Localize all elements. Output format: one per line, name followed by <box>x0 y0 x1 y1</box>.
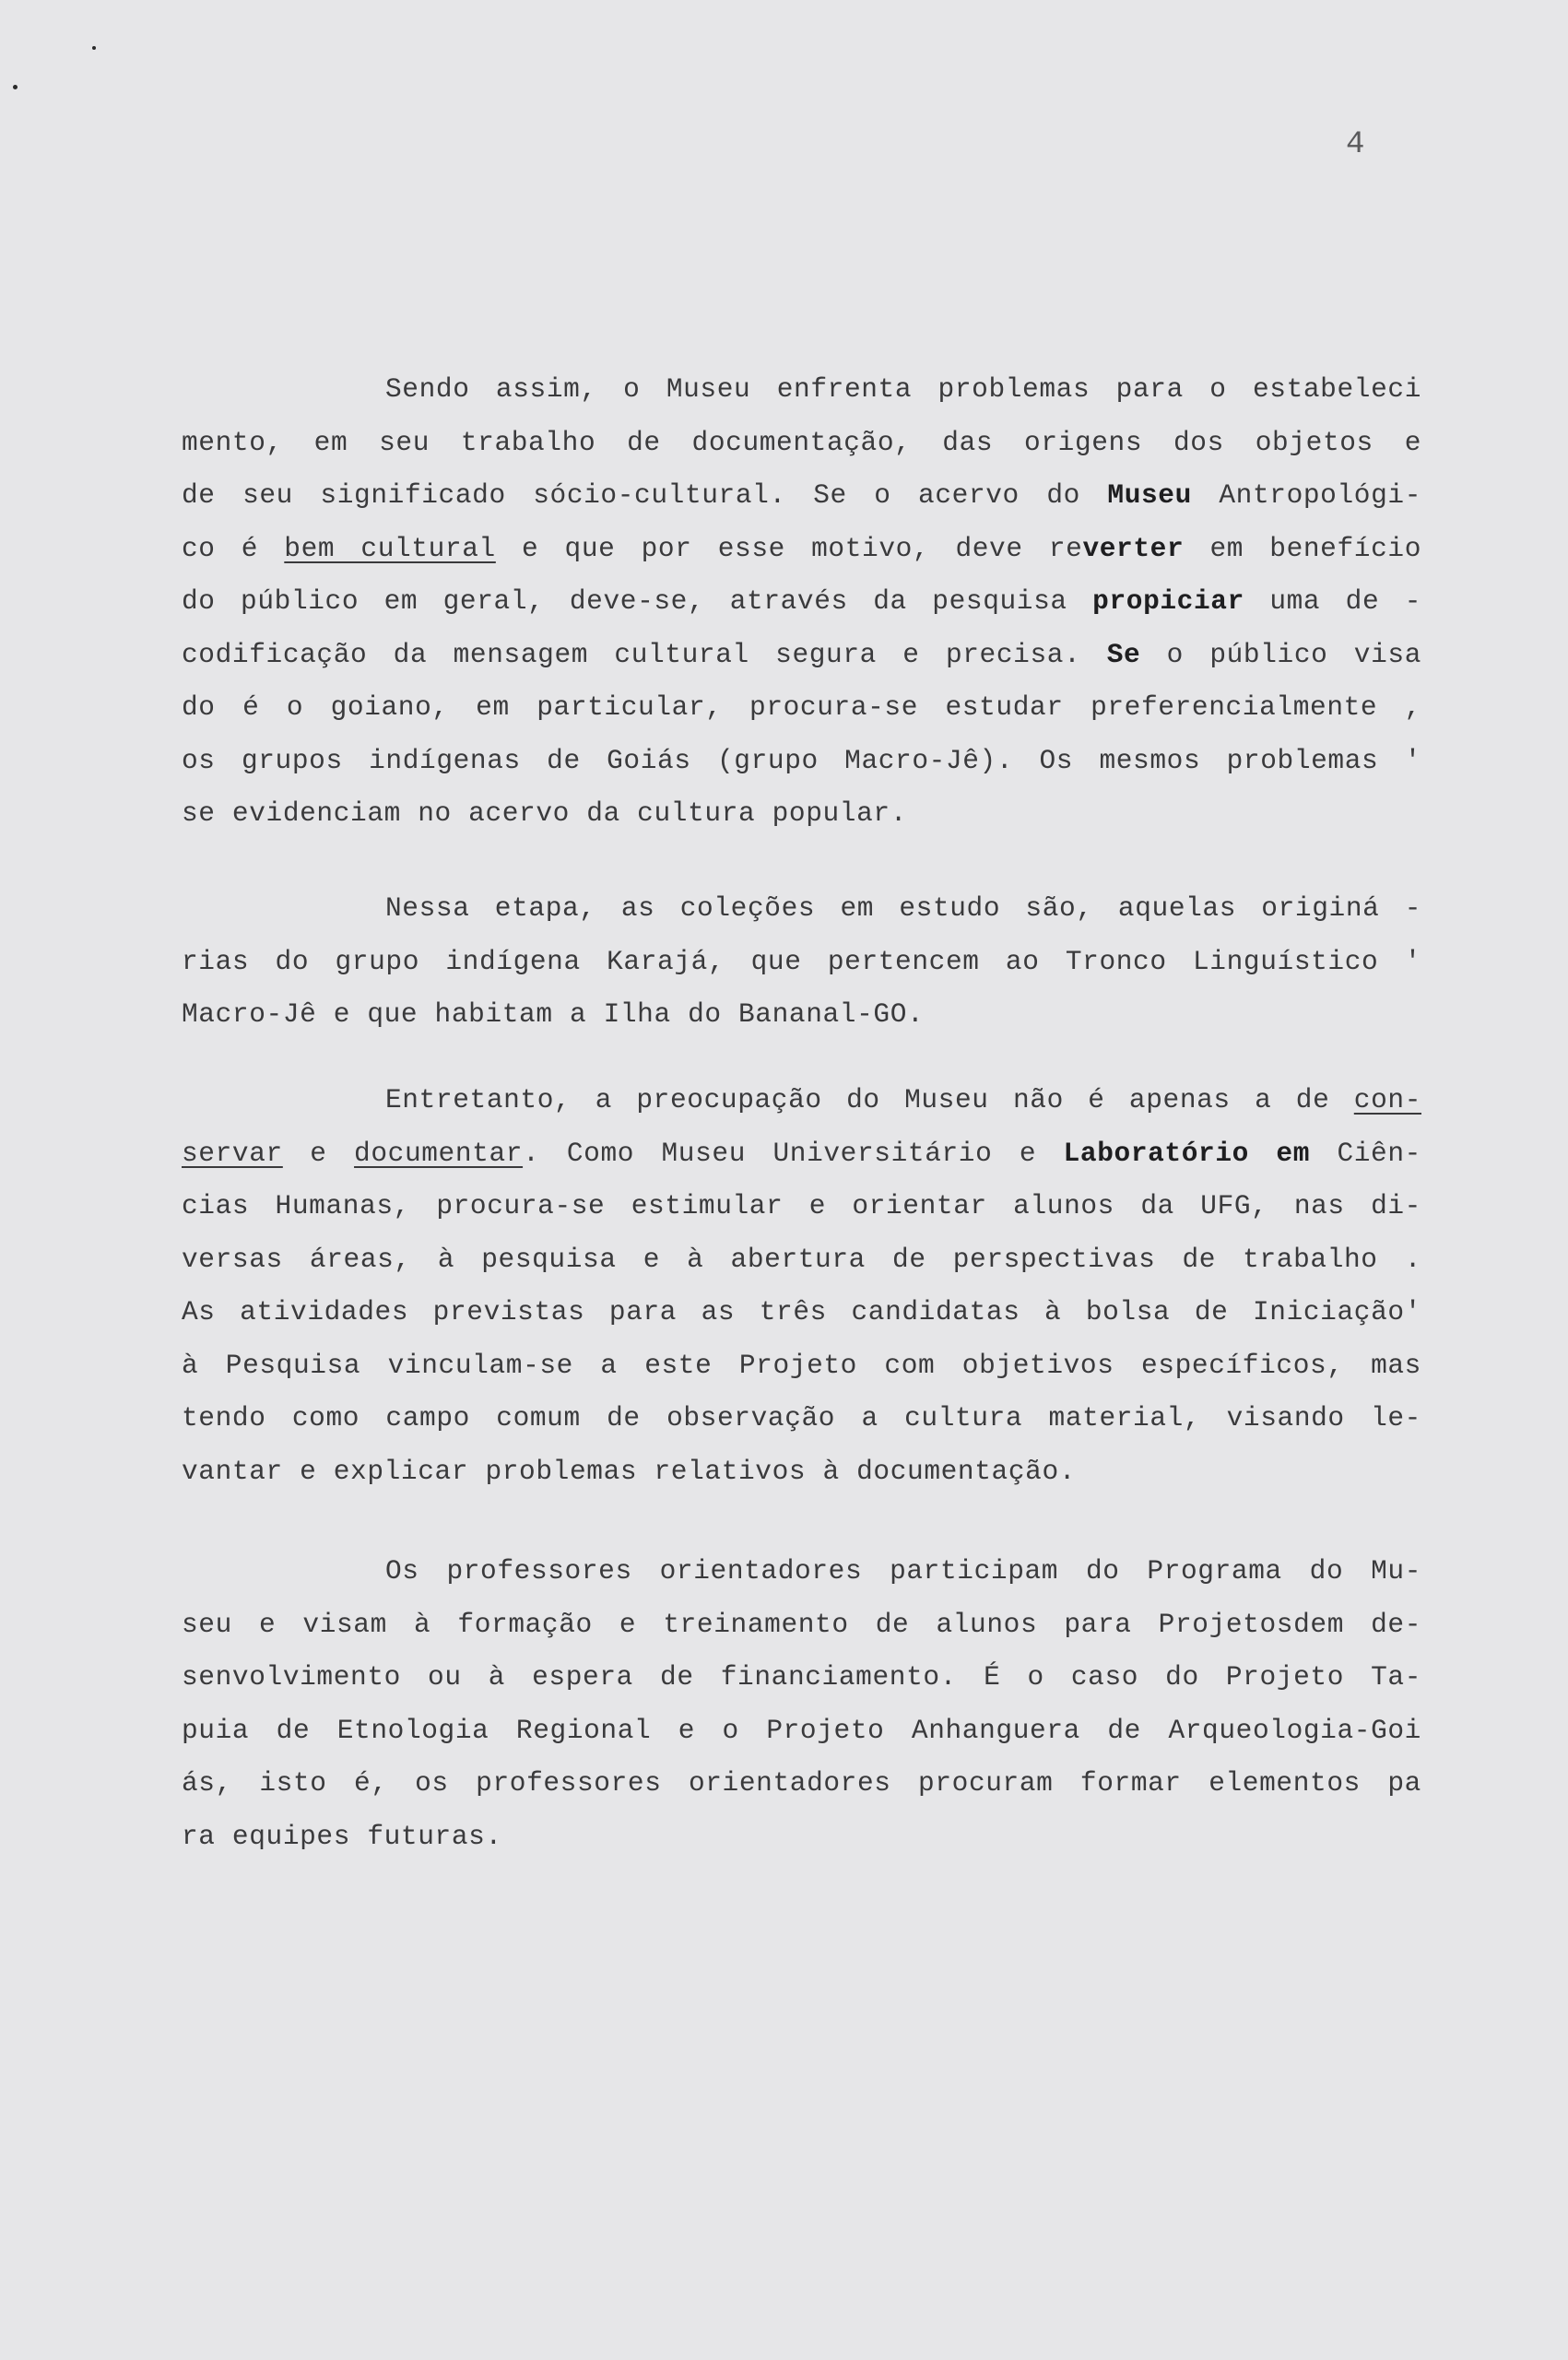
text-segment: se evidenciam no acervo da cultura popular. <box>182 797 908 829</box>
text-line <box>182 689 1421 726</box>
text-segment: rias do grupo indígena Karajá, que pertencem ao Tronco Linguístico ' <box>182 945 1421 977</box>
speck <box>92 46 96 50</box>
text-line <box>182 1764 1421 1801</box>
text-line <box>182 1187 1421 1224</box>
text-segment: Ciên- <box>1310 1137 1421 1169</box>
text-line <box>182 1293 1421 1330</box>
text-line <box>385 1081 1421 1118</box>
text-segment: As atividades previstas para as três candidatas à bolsa de Iniciação' <box>182 1296 1421 1328</box>
text-line <box>182 1712 1421 1749</box>
text-segment: à Pesquisa vinculam-se a este Projeto com objetivos específicos, mas <box>182 1349 1421 1381</box>
text-line <box>182 424 1421 461</box>
text-line <box>182 1399 1421 1436</box>
text-line <box>385 890 1421 926</box>
text-segment: bem cultural <box>284 532 496 564</box>
text-segment: puia de Etnologia Regional e o Projeto Anhanguera de Arqueologia-Goi <box>182 1714 1421 1746</box>
text-line <box>182 636 1421 673</box>
text-line <box>182 943 1421 980</box>
text-line <box>182 1135 1421 1172</box>
text-segment: e <box>282 1137 355 1169</box>
text-segment: Se <box>1106 638 1141 670</box>
text-segment: os grupos indígenas de Goiás (grupo Macro-Jê). Os mesmos problemas ' <box>182 744 1421 776</box>
text-segment: seu e visam à formação e treinamento de alunos para Projetosdem de- <box>182 1608 1421 1640</box>
text-segment: uma de - <box>1244 585 1421 617</box>
text-segment: em benefício <box>1184 532 1421 564</box>
text-segment: do público em geral, deve-se, através da pesquisa <box>182 585 1093 617</box>
text-segment: documentar <box>354 1137 524 1169</box>
text-segment: ra equipes futuras. <box>182 1820 502 1852</box>
text-line <box>182 1453 1421 1490</box>
text-segment: servar <box>182 1137 283 1169</box>
text-segment: versas áreas, à pesquisa e à abertura de perspectivas de trabalho . <box>182 1243 1421 1275</box>
text-line <box>385 1552 1421 1589</box>
text-segment: propiciar <box>1092 585 1244 617</box>
text-segment: Museu <box>1107 479 1192 511</box>
text-segment: Antropológi- <box>1191 479 1421 511</box>
text-segment: Sendo assim, o Museu enfrenta problemas para o estabeleci <box>385 373 1421 405</box>
text-segment: Os professores orientadores participam do Programa do Mu- <box>385 1555 1421 1587</box>
text-segment: ás, isto é, os professores orientadores procuram formar elementos pa <box>182 1767 1421 1799</box>
text-segment: Laboratório em <box>1063 1137 1310 1169</box>
text-segment: vantar e explicar problemas relativos à documentação. <box>182 1455 1077 1487</box>
text-segment: do é o goiano, em particular, procura-se estudar preferencialmente , <box>182 691 1421 723</box>
text-segment: Macro-Jê e que habitam a Ilha do Bananal-GO. <box>182 998 925 1030</box>
speck <box>13 85 18 89</box>
text-line <box>182 795 1421 832</box>
text-segment: senvolvimento ou à espera de financiamento. É o caso do Projeto Ta- <box>182 1661 1421 1693</box>
text-segment: Nessa etapa, as coleções em estudo são, aquelas originá - <box>385 892 1421 924</box>
text-segment: . Como Museu Universitário e <box>523 1137 1064 1169</box>
text-segment: tendo como campo comum de observação a cultura material, visando le- <box>182 1402 1421 1434</box>
text-segment: e que por esse motivo, deve re <box>495 532 1083 564</box>
text-line <box>182 1606 1421 1643</box>
text-segment: o público visa <box>1140 638 1422 670</box>
text-line <box>182 1818 1421 1855</box>
text-line <box>182 583 1421 620</box>
text-segment: Entretanto, a preocupação do Museu não é apenas a de <box>385 1084 1354 1115</box>
text-line <box>182 742 1421 779</box>
text-segment: de seu significado sócio-cultural. Se o acervo do <box>182 479 1108 511</box>
text-line <box>182 477 1421 513</box>
text-line <box>182 1347 1421 1384</box>
page-number: 4 <box>1346 127 1365 162</box>
text-line <box>182 996 1421 1032</box>
text-line <box>182 1658 1421 1695</box>
text-line <box>182 1241 1421 1278</box>
text-segment: cias Humanas, procura-se estimular e orientar alunos da UFG, nas di- <box>182 1190 1421 1221</box>
text-segment: co é <box>182 532 285 564</box>
text-segment: codificação da mensagem cultural segura e precisa. <box>182 638 1107 670</box>
text-segment: con- <box>1353 1084 1421 1115</box>
text-line <box>385 371 1421 407</box>
text-segment: mento, em seu trabalho de documentação, das origens dos objetos e <box>182 426 1421 458</box>
text-line <box>182 530 1421 567</box>
text-segment: verter <box>1082 532 1185 564</box>
